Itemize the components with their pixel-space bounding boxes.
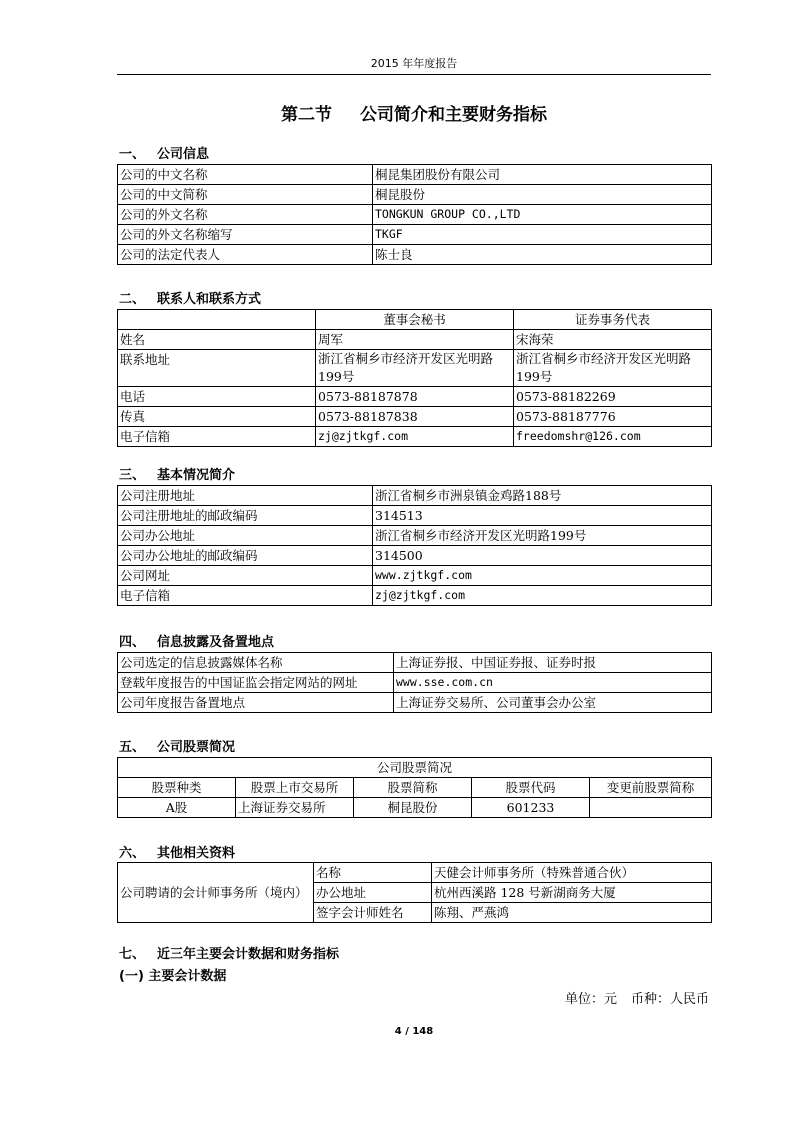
table-cell: 登载年度报告的中国证监会指定网站的网址 [118, 673, 394, 693]
table-cell: 浙江省桐乡市经济开发区光明路199号 [316, 350, 514, 387]
heading-stock [119, 736, 235, 755]
section-number: 第二节 [281, 105, 332, 125]
table-cell [590, 798, 712, 818]
table-row [118, 387, 712, 407]
text-fragment: 近三年主要会计数据和财务指标 [157, 947, 340, 962]
stock-table [117, 757, 712, 818]
table-cell: 股票简称 [354, 778, 472, 798]
table-cell: 公司股票简况 [118, 758, 712, 778]
table-cell: 股票种类 [118, 778, 236, 798]
basic-info-table [117, 485, 712, 606]
table-cell: 0573-88187776 [514, 407, 712, 427]
heading-basic-info [119, 464, 235, 483]
table-row [118, 673, 712, 693]
table-row [118, 693, 712, 713]
text-fragment: 六、 [119, 846, 146, 861]
table-cell: 601233 [472, 798, 590, 818]
table-row [118, 165, 712, 185]
table-cell: 314513 [373, 506, 712, 526]
table-row [118, 205, 712, 225]
text-fragment: 基本情况简介 [157, 468, 236, 483]
table-row [118, 330, 712, 350]
currency-unit [565, 988, 709, 1007]
table-cell: 董事会秘书 [316, 310, 514, 330]
table-row [118, 863, 712, 883]
table-cell: 联系地址 [118, 350, 316, 387]
table-cell: 浙江省桐乡市经济开发区光明路199号 [373, 526, 712, 546]
table-cell: 签字会计师姓名 [314, 903, 432, 923]
table-header-row [118, 310, 712, 330]
table-row [118, 486, 712, 506]
table-cell: 周军 [316, 330, 514, 350]
contacts-table [117, 309, 712, 447]
table-cell: 电子信箱 [118, 427, 316, 447]
table-cell: 桐昆股份 [354, 798, 472, 818]
table-cell: 公司办公地址 [118, 526, 373, 546]
table-cell: 公司选定的信息披露媒体名称 [118, 653, 394, 673]
auditor-table [117, 862, 712, 923]
heading-other-info [119, 842, 235, 861]
table-cell: 变更前股票简称 [590, 778, 712, 798]
table-cell: TKGF [373, 225, 712, 245]
heading-disclosure [119, 631, 274, 650]
table-cell: 上海证券交易所、公司董事会办公室 [394, 693, 712, 713]
disclosure-table [117, 652, 712, 713]
company-info-table [117, 164, 712, 265]
text-fragment: 三、 [119, 468, 146, 483]
table-cell: 陈翔、严燕鸿 [432, 903, 712, 923]
text-fragment: 币种：人民币 [630, 992, 709, 1007]
table-cell: 股票上市交易所 [236, 778, 354, 798]
table-cell: 公司年度报告备置地点 [118, 693, 394, 713]
heading-company-info [119, 143, 209, 162]
table-row [118, 526, 712, 546]
table-row [118, 245, 712, 265]
text-fragment: 五、 [119, 740, 146, 755]
text-fragment: 公司股票简况 [157, 740, 236, 755]
table-cell: 314500 [373, 546, 712, 566]
table-cell: 桐昆集团股份有限公司 [373, 165, 712, 185]
table-cell: 传真 [118, 407, 316, 427]
table-row [118, 566, 712, 586]
section-title [117, 100, 711, 125]
table-row [118, 185, 712, 205]
table-cell: 电话 [118, 387, 316, 407]
table-row [118, 506, 712, 526]
table-cell: 办公地址 [314, 883, 432, 903]
table-cell: 宋海荣 [514, 330, 712, 350]
table-cell: 公司注册地址的邮政编码 [118, 506, 373, 526]
text-fragment: 其他相关资料 [157, 846, 236, 861]
table-cell: 公司的法定代表人 [118, 245, 373, 265]
table-row [118, 546, 712, 566]
text-fragment: 四、 [119, 635, 146, 650]
table-cell: 杭州西溪路 128 号新湖商务大厦 [432, 883, 712, 903]
table-cell: zj@zjtkgf.com [373, 586, 712, 606]
table-row [118, 407, 712, 427]
text-fragment: 一、 [119, 147, 146, 162]
table-row [118, 653, 712, 673]
table-row [118, 798, 712, 818]
table-cell: zj@zjtkgf.com [316, 427, 514, 447]
table-cell: 公司的中文简称 [118, 185, 373, 205]
table-cell: www.zjtkgf.com [373, 566, 712, 586]
table-cell: 证券事务代表 [514, 310, 712, 330]
heading-contacts [119, 288, 261, 307]
table-cell: freedomshr@126.com [514, 427, 712, 447]
table-cell: 公司的外文名称缩写 [118, 225, 373, 245]
text-fragment: 公司信息 [157, 147, 210, 162]
table-cell: 0573-88187878 [316, 387, 514, 407]
table-row [118, 586, 712, 606]
text-fragment: 七、 [119, 947, 146, 962]
table-cell: 上海证券报、中国证券报、证券时报 [394, 653, 712, 673]
table-cell: 天健会计师事务所（特殊普通合伙） [432, 863, 712, 883]
table-cell: 陈士良 [373, 245, 712, 265]
table-caption-row [118, 758, 712, 778]
table-cell: 浙江省桐乡市洲泉镇金鸡路188号 [373, 486, 712, 506]
table-cell [118, 310, 316, 330]
table-cell: 公司办公地址的邮政编码 [118, 546, 373, 566]
table-cell: 名称 [314, 863, 432, 883]
table-row [118, 225, 712, 245]
text-fragment: 联系人和联系方式 [157, 292, 262, 307]
table-cell: 上海证券交易所 [236, 798, 354, 818]
table-cell: 公司网址 [118, 566, 373, 586]
table-cell: 电子信箱 [118, 586, 373, 606]
table-cell: 0573-88182269 [514, 387, 712, 407]
heading-financials [119, 943, 339, 962]
table-cell: 公司聘请的会计师事务所（境内） [118, 863, 314, 923]
table-cell: 公司的中文名称 [118, 165, 373, 185]
table-cell: www.sse.com.cn [394, 673, 712, 693]
table-cell: TONGKUN GROUP CO.,LTD [373, 205, 712, 225]
table-cell: 股票代码 [472, 778, 590, 798]
text-fragment: 信息披露及备置地点 [157, 635, 275, 650]
text-fragment: 二、 [119, 292, 146, 307]
text-fragment: 单位：元 [564, 992, 617, 1007]
table-cell: 0573-88187838 [316, 407, 514, 427]
table-row [118, 427, 712, 447]
page-header: 2015 年年度报告 [117, 54, 711, 75]
table-header-row [118, 778, 712, 798]
section-name: 公司简介和主要财务指标 [360, 105, 547, 125]
table-cell: 姓名 [118, 330, 316, 350]
table-cell: 公司注册地址 [118, 486, 373, 506]
table-cell: 浙江省桐乡市经济开发区光明路199号 [514, 350, 712, 387]
table-cell: A股 [118, 798, 236, 818]
table-cell: 桐昆股份 [373, 185, 712, 205]
table-cell: 公司的外文名称 [118, 205, 373, 225]
subheading-accounting-data: (一) 主要会计数据 [119, 969, 227, 984]
page-number: 4 / 148 [394, 1026, 434, 1037]
table-row [118, 350, 712, 387]
